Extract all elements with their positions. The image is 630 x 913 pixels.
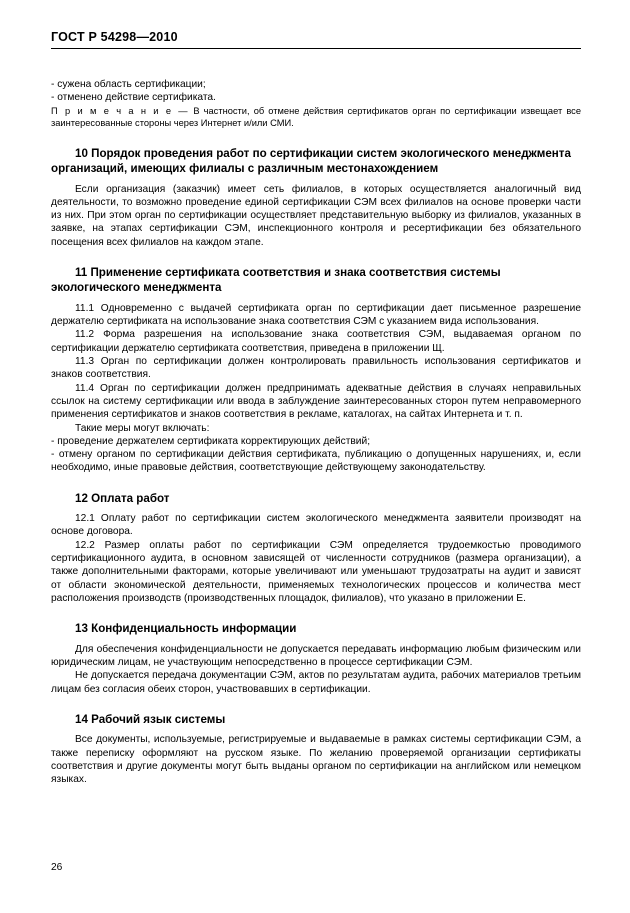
note-text: В частности, об отмене действия сертификатов орган по сертификации извещает все заинтересованные стороны через Интернет и/или СМИ. <box>51 105 581 129</box>
section-14-paragraph-1: Все документы, используемые, регистрируемые и выдаваемые в рамках системы сертификации СЭМ, а также переписку оформляют на русском языке. По желанию проверяемой организации сертификаты соответствия и другие документы могут быть выданы органом по сертификации на английском или немецком языках. <box>51 734 581 786</box>
page-number: 26 <box>51 862 63 873</box>
note-block <box>51 105 581 130</box>
section-13-paragraph-2: Не допускается передача документации СЭМ, актов по результатам аудита, рабочих материалов третьим лицам без согласия обеих сторон, участвовавших в сертификации. <box>51 670 581 695</box>
section-11-paragraph-5: Такие меры могут включать: <box>75 422 210 434</box>
section-10-paragraph-1: Если организация (заказчик) имеет сеть филиалов, в которых осуществляется аналогичный вид деятельности, то возможно проведение единой сертификации СЭМ всех филиалов на основе проверки части из них. При этом орган по сертификации осуществляет представительную выборку из филиалов, указанных в заявке, на этапах сертификации СЭМ, инспекционного контроля и ресертификации без обязательного посещения всех филиалов на каждом этапе. <box>51 183 581 248</box>
section-12-paragraph-1: 12.1 Оплату работ по сертификации систем экологического менеджмента заявители производят на основе договора. <box>51 513 581 538</box>
header-divider <box>51 48 581 49</box>
heading-section-11: 11 Применение сертификата соответствия и знака соответствия системы экологического менеджмента <box>51 266 501 295</box>
standard-code: ГОСТ Р 54298—2010 <box>51 30 178 44</box>
page-header <box>51 30 581 49</box>
section-11-paragraph-3: 11.3 Орган по сертификации должен контролировать правильность использования сертификатов и знаков соответствия. <box>51 356 581 381</box>
heading-section-10: 10 Порядок проведения работ по сертификации систем экологического менеджмента организаций, имеющих филиалы с различным местонахождением <box>51 146 571 176</box>
section-11-paragraph-1: 11.1 Одновременно с выдачей сертификата орган по сертификации дает письменное разрешение держателю сертификата на использование знака соответствия СЭМ с указанием вида использования. <box>51 302 581 328</box>
heading-section-12: 12 Оплата работ <box>75 491 170 505</box>
bullet-narrowed-scope: - сужена область сертификации; <box>51 79 206 90</box>
page-content <box>51 78 581 786</box>
bullet-cancelled-certificate: - отменено действие сертификата. <box>51 92 216 104</box>
section-11-bullet-1: - проведение держателем сертификата корректирующих действий; <box>51 435 371 447</box>
section-11-paragraph-4: 11.4 Орган по сертификации должен предпринимать адекватные действия в случаях неправильных ссылок на систему сертификации или ввода в заблуждение заинтересованных сторон путем неправомерного применения сертификатов и знаков соответствия в рекламе, каталогах, на сайтах Интернета и т. п. <box>51 382 581 421</box>
section-12-paragraph-2: 12.2 Размер оплаты работ по сертификации СЭМ определяется трудоемкостью проводимого сертификационного аудита, в основном зависящей от численности сотрудников (размера организации), а также дополнительными факторами, которые увеличивают или уменьшают трудозатраты на аудит и зависят от области экономической деятельности, применяемых технологических процессов и количества мест расположения производств (производственных площадок, филиалов), что указано в приложении Е. <box>51 539 581 604</box>
section-11-bullet-2: - отмену органом по сертификации действия сертификата, публикацию о допущенных нарушениях, и, если необходимо, иные правовые действия, соответствующие действующему законодательству. <box>51 449 581 474</box>
note-label: П р и м е ч а н и е — <box>51 105 190 116</box>
heading-section-14: 14 Рабочий язык системы <box>75 712 226 726</box>
section-11-paragraph-2: 11.2 Форма разрешения на использование знака соответствия СЭМ, выдаваемая органом по сертификации держателю сертификата соответствия, приведена в приложении Щ. <box>51 329 581 354</box>
heading-section-13: 13 Конфиденциальность информации <box>75 622 297 636</box>
section-13-paragraph-1: Для обеспечения конфиденциальности не допускается передавать информацию любым физическим или юридическим лицам, не участвующим непосредственно в процессе сертификации СЭМ. <box>51 643 581 668</box>
